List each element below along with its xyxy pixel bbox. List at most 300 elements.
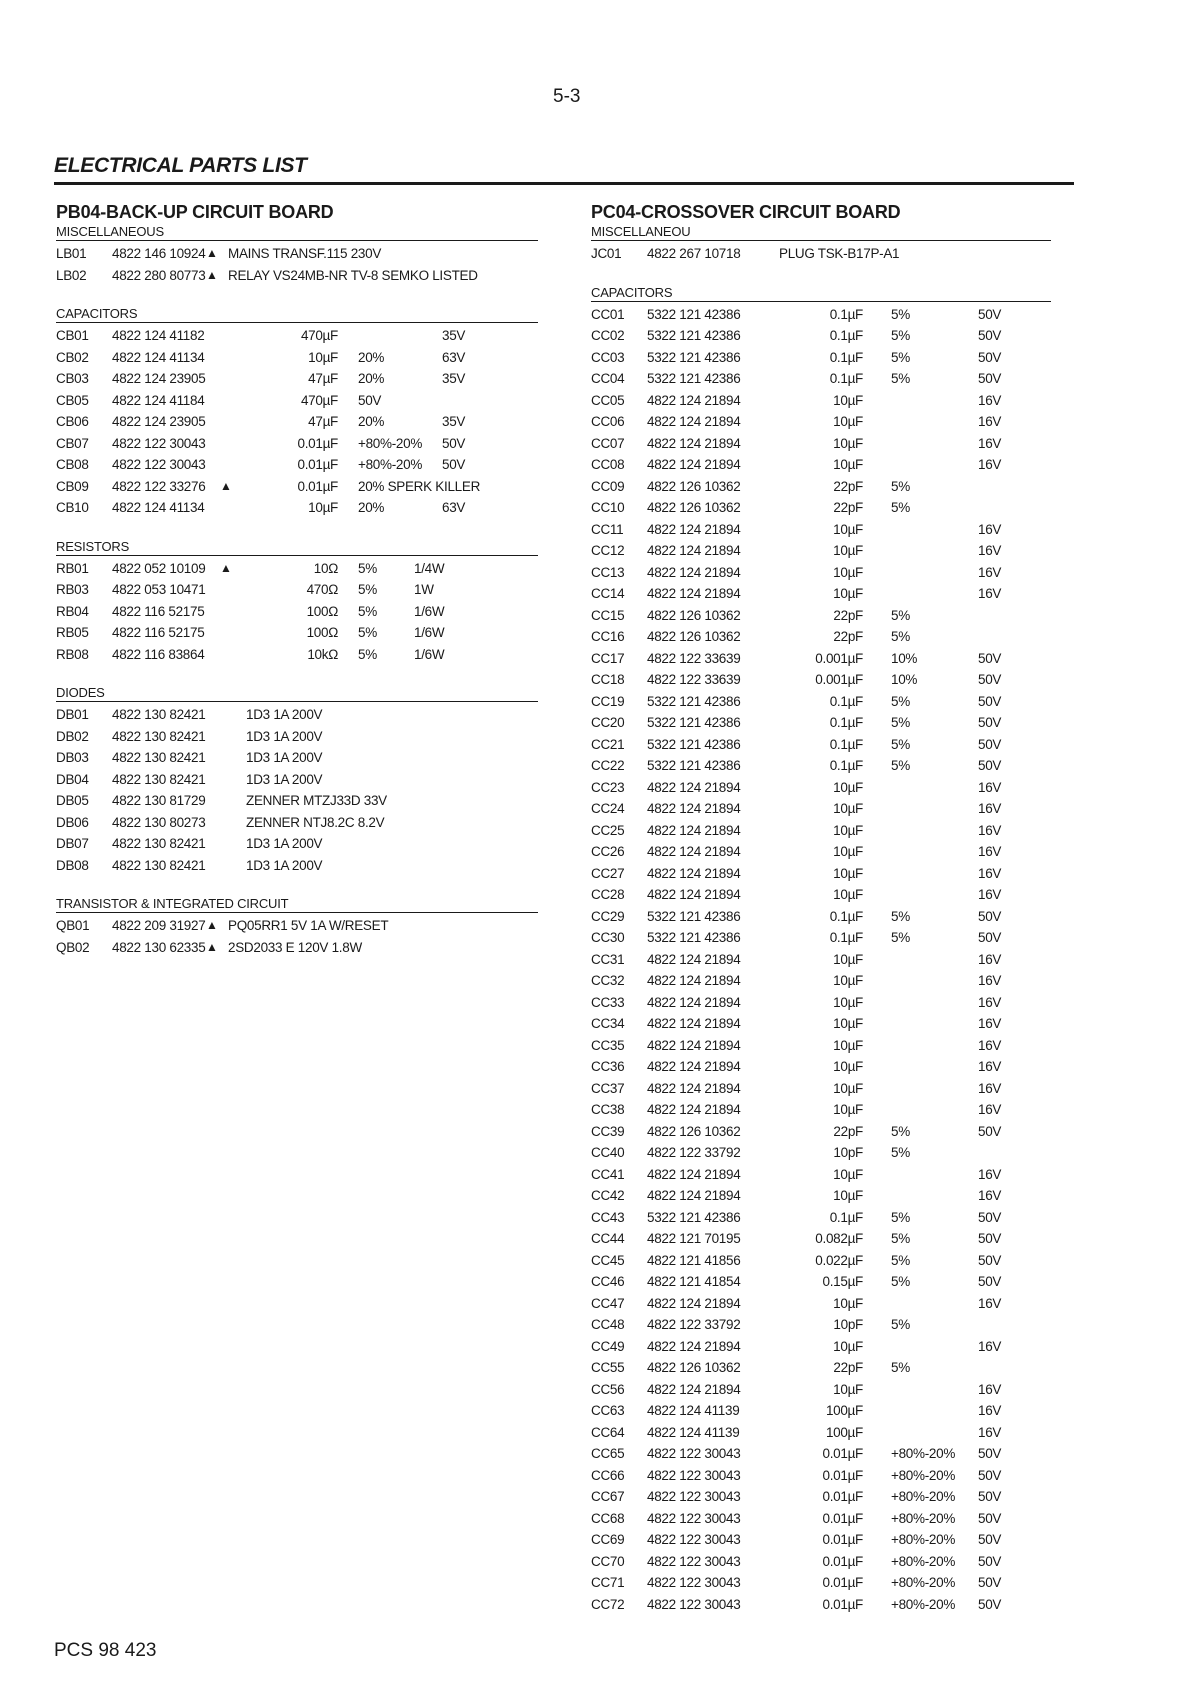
part-tolerance: 5% [891, 1123, 910, 1139]
part-ref: CC28 [591, 887, 625, 902]
part-number: 4822 126 10362 [647, 629, 741, 644]
part-number: 4822 124 21894 [647, 564, 741, 580]
part-rating: 16V [978, 586, 1002, 601]
part-ref: CC16 [591, 629, 625, 644]
parts-row [591, 347, 1051, 369]
part-tolerance: +80%-20% [891, 1575, 956, 1590]
part-rating: 16V [978, 435, 1002, 451]
part-tolerance: 5% [891, 328, 910, 343]
part-value: 0.01µF [822, 1553, 863, 1569]
part-ref: CC72 [591, 1596, 625, 1612]
part-number: 4822 124 41182 [112, 328, 205, 343]
part-rating: 16V [978, 392, 1002, 408]
parts-row [591, 1035, 1051, 1057]
part-value: 0.1µF [829, 328, 863, 343]
part-number: 4822 267 10718 [647, 246, 741, 261]
part-ref: CC08 [591, 457, 625, 472]
parts-row [591, 1400, 1051, 1422]
part-tolerance: 5% [891, 349, 910, 365]
part-ref: CC64 [591, 1424, 625, 1440]
parts-row [56, 325, 538, 347]
part-rating: 50V [978, 736, 1002, 752]
part-ref: CB07 [56, 435, 89, 451]
part-value: 100µF [825, 1424, 863, 1440]
part-ref: RB04 [56, 603, 89, 619]
part-number: 4822 122 33639 [647, 672, 741, 687]
section-heading: MISCELLANEOUS [56, 224, 538, 241]
part-rating: 1/6W [414, 603, 445, 619]
parts-row [56, 601, 538, 623]
part-rating: 16V [978, 822, 1002, 838]
part-number: 4822 124 21894 [647, 457, 741, 472]
part-ref: CC36 [591, 1059, 625, 1074]
part-rating: 16V [978, 887, 1002, 902]
part-value: 0.1µF [829, 1209, 863, 1225]
section-spacer [591, 265, 1051, 285]
parts-row [591, 368, 1051, 390]
part-number: 4822 124 21894 [647, 1037, 741, 1053]
parts-row [591, 605, 1051, 627]
parts-row [591, 476, 1051, 498]
part-number: 4822 122 33639 [647, 650, 741, 666]
part-rating: 16V [978, 865, 1002, 881]
part-number: 4822 126 10362 [647, 1123, 741, 1139]
parts-row [591, 1529, 1051, 1551]
part-ref: CC33 [591, 994, 625, 1010]
part-rating: 16V [978, 973, 1002, 988]
part-description: ZENNER NTJ8.2C 8.2V [246, 814, 385, 830]
part-rating: 16V [978, 951, 1002, 967]
part-description: PQ05RR1 5V 1A W/RESET [228, 918, 389, 933]
right-board-title: PC04-CROSSOVER CIRCUIT BOARD [591, 202, 901, 222]
part-value: 10µF [833, 1295, 863, 1311]
parts-row [56, 644, 538, 666]
part-number: 4822 124 21894 [647, 1166, 741, 1182]
part-ref: CC34 [591, 1016, 625, 1031]
part-number: 4822 130 82421 [112, 707, 206, 722]
part-ref: DB03 [56, 750, 89, 765]
part-rating: 1W [414, 582, 434, 597]
part-value: 10µF [833, 435, 863, 451]
part-tolerance: +80%-20% [891, 1510, 956, 1526]
safety-warning-icon: ▲ [206, 267, 218, 282]
part-ref: CC32 [591, 973, 625, 988]
part-tolerance: 5% [891, 736, 910, 752]
parts-row [591, 884, 1051, 906]
part-ref: CC45 [591, 1252, 625, 1268]
part-value: 0.082µF [815, 1231, 863, 1246]
part-ref: CB03 [56, 371, 89, 386]
parts-row [56, 790, 538, 812]
part-value: 470µF [300, 392, 338, 408]
part-ref: CC18 [591, 672, 625, 687]
parts-row [591, 1508, 1051, 1530]
parts-row [56, 855, 538, 877]
part-rating: 50V [978, 1231, 1002, 1246]
part-number: 5322 121 42386 [647, 715, 741, 730]
parts-row [591, 325, 1051, 347]
parts-row [591, 927, 1051, 949]
parts-row [591, 1465, 1051, 1487]
part-value: 10µF [833, 1338, 863, 1354]
part-value: 10pF [833, 1145, 863, 1160]
part-number: 4822 126 10362 [647, 607, 741, 623]
part-number: 4822 130 81729 [112, 793, 206, 808]
part-rating: 1/4W [414, 560, 445, 576]
part-tolerance: 5% [891, 758, 910, 773]
right-board [591, 200, 1051, 1615]
part-rating: 50V [442, 435, 466, 451]
part-ref: CC39 [591, 1123, 625, 1139]
part-ref: CC68 [591, 1510, 625, 1526]
part-tolerance: 5% [891, 1274, 910, 1289]
parts-row [591, 562, 1051, 584]
parts-row [591, 1379, 1051, 1401]
part-tolerance: 20% [358, 371, 385, 386]
part-ref: DB06 [56, 814, 89, 830]
part-rating: 63V [442, 349, 466, 365]
part-tolerance: 5% [891, 629, 910, 644]
left-board [56, 200, 538, 958]
left-board-sections [56, 224, 538, 958]
part-value: 22pF [833, 1360, 863, 1375]
part-value: 47µF [308, 371, 338, 386]
safety-warning-icon: ▲ [206, 939, 218, 954]
part-tolerance: +80%-20% [891, 1467, 956, 1483]
parts-row [591, 1056, 1051, 1078]
part-rating: 50V [978, 349, 1002, 365]
part-rating: 16V [978, 844, 1002, 859]
part-tolerance: 5% [891, 1145, 910, 1160]
part-rating: 50V [978, 306, 1002, 322]
safety-warning-icon: ▲ [220, 560, 232, 575]
part-ref: CC22 [591, 758, 625, 773]
part-tolerance: 20% SPERK KILLER [358, 478, 481, 494]
part-tolerance: 5% [891, 930, 910, 945]
part-value: 10µF [833, 779, 863, 795]
part-description: 2SD2033 E 120V 1.8W [228, 939, 362, 955]
part-rating: 16V [978, 1295, 1002, 1311]
part-tolerance: 20% [358, 414, 385, 429]
parts-row [591, 820, 1051, 842]
part-ref: CC21 [591, 736, 625, 752]
part-ref: CC42 [591, 1188, 625, 1203]
part-number: 4822 122 30043 [112, 457, 206, 472]
part-rating: 16V [978, 564, 1002, 580]
part-value: 47µF [308, 414, 338, 429]
part-number: 4822 121 70195 [647, 1231, 741, 1246]
part-ref: CB02 [56, 349, 89, 365]
parts-row [591, 648, 1051, 670]
part-tolerance: 5% [891, 908, 910, 924]
part-number: 4822 124 21894 [647, 414, 741, 429]
section-spacer [56, 519, 538, 539]
part-number: 4822 122 33792 [647, 1317, 741, 1332]
part-rating: 16V [978, 1059, 1002, 1074]
part-ref: CC01 [591, 306, 625, 322]
part-tolerance: 5% [358, 646, 377, 662]
part-value: 22pF [833, 478, 863, 494]
part-number: 4822 122 33276 [112, 478, 206, 494]
parts-row [591, 1271, 1051, 1293]
part-ref: QB01 [56, 918, 90, 933]
part-number: 4822 124 21894 [647, 586, 741, 601]
part-tolerance: 5% [891, 693, 910, 709]
parts-row [591, 949, 1051, 971]
part-number: 4822 124 41134 [112, 500, 205, 515]
part-value: 0.01µF [297, 457, 338, 472]
part-ref: CC67 [591, 1489, 625, 1504]
part-tolerance: 5% [891, 500, 910, 515]
part-ref: CC70 [591, 1553, 625, 1569]
part-value: 10µF [833, 1381, 863, 1397]
part-tolerance: +80%-20% [891, 1596, 956, 1612]
part-rating: 50V [978, 650, 1002, 666]
parts-row [591, 1336, 1051, 1358]
parts-row [591, 841, 1051, 863]
part-ref: CC05 [591, 392, 625, 408]
part-rating: 16V [978, 1037, 1002, 1053]
parts-row [56, 704, 538, 726]
part-rating: 16V [978, 1016, 1002, 1031]
part-ref: CC43 [591, 1209, 625, 1225]
section-spacer [56, 665, 538, 685]
part-number: 4822 124 23905 [112, 371, 206, 386]
part-ref: CC24 [591, 801, 625, 816]
part-tolerance: +80%-20% [891, 1446, 956, 1461]
parts-row [591, 798, 1051, 820]
part-ref: CC41 [591, 1166, 625, 1182]
part-number: 5322 121 42386 [647, 306, 741, 322]
part-rating: 50V [978, 715, 1002, 730]
part-value: 10µF [833, 543, 863, 558]
part-ref: CC07 [591, 435, 625, 451]
parts-row [591, 454, 1051, 476]
part-tolerance: 10% [891, 672, 918, 687]
part-ref: CC48 [591, 1317, 625, 1332]
parts-row [591, 1142, 1051, 1164]
part-tolerance: 5% [891, 715, 910, 730]
part-ref: CC40 [591, 1145, 625, 1160]
part-ref: CC30 [591, 930, 625, 945]
parts-row [56, 812, 538, 834]
part-number: 4822 124 21894 [647, 543, 741, 558]
part-number: 4822 124 23905 [112, 414, 206, 429]
part-ref: CC66 [591, 1467, 625, 1483]
parts-row [591, 540, 1051, 562]
part-value: 10µF [833, 457, 863, 472]
part-number: 4822 122 30043 [647, 1575, 741, 1590]
part-number: 4822 124 21894 [647, 1059, 741, 1074]
part-ref: CC65 [591, 1446, 625, 1461]
parts-row [591, 1250, 1051, 1272]
part-tolerance: 5% [358, 625, 377, 640]
part-number: 4822 124 21894 [647, 1381, 741, 1397]
part-ref: CC55 [591, 1360, 625, 1375]
part-rating: 35V [442, 328, 466, 343]
part-number: 4822 130 82421 [112, 857, 206, 873]
parts-row [591, 304, 1051, 326]
part-value: 0.1µF [829, 693, 863, 709]
part-ref: CC37 [591, 1080, 625, 1096]
part-value: 0.1µF [829, 908, 863, 924]
parts-row [56, 769, 538, 791]
part-number: 4822 122 30043 [647, 1467, 741, 1483]
part-number: 4822 124 21894 [647, 1016, 741, 1031]
part-ref: CC09 [591, 478, 625, 494]
part-value: 22pF [833, 607, 863, 623]
part-rating: 16V [978, 1381, 1002, 1397]
parts-row [591, 411, 1051, 433]
parts-row [591, 626, 1051, 648]
part-number: 4822 124 41139 [647, 1403, 740, 1418]
part-tolerance: 5% [891, 607, 910, 623]
part-number: 4822 053 10471 [112, 582, 206, 597]
part-tolerance: 5% [891, 1252, 910, 1268]
part-value: 470Ω [306, 582, 338, 597]
part-value: 0.1µF [829, 349, 863, 365]
part-number: 4822 130 82421 [112, 771, 206, 787]
part-description: 1D3 1A 200V [246, 728, 323, 744]
part-number: 5322 121 42386 [647, 908, 741, 924]
part-value: 0.001µF [815, 650, 863, 666]
part-number: 4822 124 21894 [647, 865, 741, 881]
parts-row [56, 390, 538, 412]
part-number: 4822 124 21894 [647, 779, 741, 795]
part-tolerance: 5% [891, 1360, 910, 1375]
right-board-sections [591, 224, 1051, 1615]
part-number: 4822 126 10362 [647, 500, 741, 515]
part-tolerance: 5% [891, 1231, 910, 1246]
part-rating: 50V [978, 693, 1002, 709]
part-description: 1D3 1A 200V [246, 857, 323, 873]
part-rating: 16V [978, 994, 1002, 1010]
part-value: 10µF [833, 1016, 863, 1031]
part-description: PLUG TSK-B17P-A1 [779, 246, 900, 261]
parts-row [56, 433, 538, 455]
part-number: 4822 124 41184 [112, 392, 205, 408]
part-rating: 50V [978, 1123, 1002, 1139]
part-number: 4822 126 10362 [647, 1360, 741, 1375]
part-number: 5322 121 42386 [647, 371, 741, 386]
part-number: 4822 122 30043 [647, 1446, 741, 1461]
part-ref: DB05 [56, 793, 89, 808]
part-value: 100Ω [306, 625, 338, 640]
parts-row [56, 833, 538, 855]
parts-row [591, 970, 1051, 992]
part-ref: CC31 [591, 951, 625, 967]
part-value: 10kΩ [307, 646, 338, 662]
part-value: 10Ω [313, 560, 338, 576]
part-number: 5322 121 42386 [647, 693, 741, 709]
part-ref: JC01 [591, 246, 622, 261]
parts-row [56, 726, 538, 748]
part-rating: 50V [978, 371, 1002, 386]
part-ref: CB05 [56, 392, 89, 408]
part-tolerance: +80%-20% [891, 1553, 956, 1569]
part-ref: CB08 [56, 457, 89, 472]
part-ref: CB10 [56, 500, 89, 515]
parts-row [591, 777, 1051, 799]
parts-row [56, 579, 538, 601]
part-tolerance: 5% [891, 1317, 910, 1332]
part-number: 5322 121 42386 [647, 328, 741, 343]
part-number: 4822 124 41139 [647, 1424, 740, 1440]
part-ref: CB09 [56, 478, 89, 494]
part-number: 4822 124 21894 [647, 844, 741, 859]
part-ref: CC14 [591, 586, 625, 601]
part-rating: 16V [978, 779, 1002, 795]
part-value: 10µF [833, 994, 863, 1010]
section-spacer [56, 876, 538, 896]
parts-row [56, 497, 538, 519]
part-number: 4822 122 30043 [647, 1553, 741, 1569]
part-value: 10µF [833, 887, 863, 902]
part-rating: 50V [978, 1532, 1002, 1547]
part-value: 0.1µF [829, 930, 863, 945]
footer-model-number: PCS 98 423 [54, 1640, 157, 1661]
part-number: 4822 130 82421 [112, 750, 206, 765]
part-rating: 16V [978, 1102, 1002, 1117]
part-rating: 50V [978, 1489, 1002, 1504]
part-value: 10µF [833, 414, 863, 429]
parts-row [591, 1443, 1051, 1465]
part-description: MAINS TRANSF.115 230V [228, 246, 382, 261]
part-description: 1D3 1A 200V [246, 771, 323, 787]
part-rating: 50V [978, 1467, 1002, 1483]
part-value: 0.1µF [829, 715, 863, 730]
part-value: 100Ω [306, 603, 338, 619]
part-value: 10µF [833, 822, 863, 838]
part-ref: CC04 [591, 371, 625, 386]
part-tolerance: 50V [358, 392, 382, 408]
part-ref: DB08 [56, 857, 89, 873]
part-number: 5322 121 42386 [647, 736, 741, 752]
parts-row [56, 476, 538, 498]
parts-row [591, 1013, 1051, 1035]
part-value: 0.01µF [822, 1467, 863, 1483]
parts-row [56, 558, 538, 580]
part-number: 4822 124 21894 [647, 951, 741, 967]
part-ref: CC11 [591, 521, 624, 537]
part-value: 22pF [833, 500, 863, 515]
parts-row [591, 519, 1051, 541]
part-number: 4822 126 10362 [647, 478, 741, 494]
part-rating: 16V [978, 1403, 1002, 1418]
parts-row [56, 747, 538, 769]
part-value: 100µF [825, 1403, 863, 1418]
part-value: 10pF [833, 1317, 863, 1332]
part-value: 470µF [300, 328, 338, 343]
section-heading: CAPACITORS [56, 306, 538, 323]
part-ref: CC29 [591, 908, 625, 924]
part-number: 4822 116 83864 [112, 646, 205, 662]
part-number: 5322 121 42386 [647, 1209, 741, 1225]
part-tolerance: +80%-20% [891, 1532, 956, 1547]
part-value: 0.01µF [822, 1575, 863, 1590]
part-number: 5322 121 42386 [647, 758, 741, 773]
part-number: 4822 116 52175 [112, 625, 205, 640]
parts-row [56, 937, 538, 959]
part-number: 4822 124 21894 [647, 994, 741, 1010]
part-rating: 63V [442, 500, 466, 515]
parts-row [56, 915, 538, 937]
part-rating: 1/6W [414, 646, 445, 662]
part-ref: CC71 [591, 1575, 625, 1590]
part-tolerance: 10% [891, 650, 918, 666]
part-rating: 16V [978, 521, 1002, 537]
parts-row [591, 712, 1051, 734]
